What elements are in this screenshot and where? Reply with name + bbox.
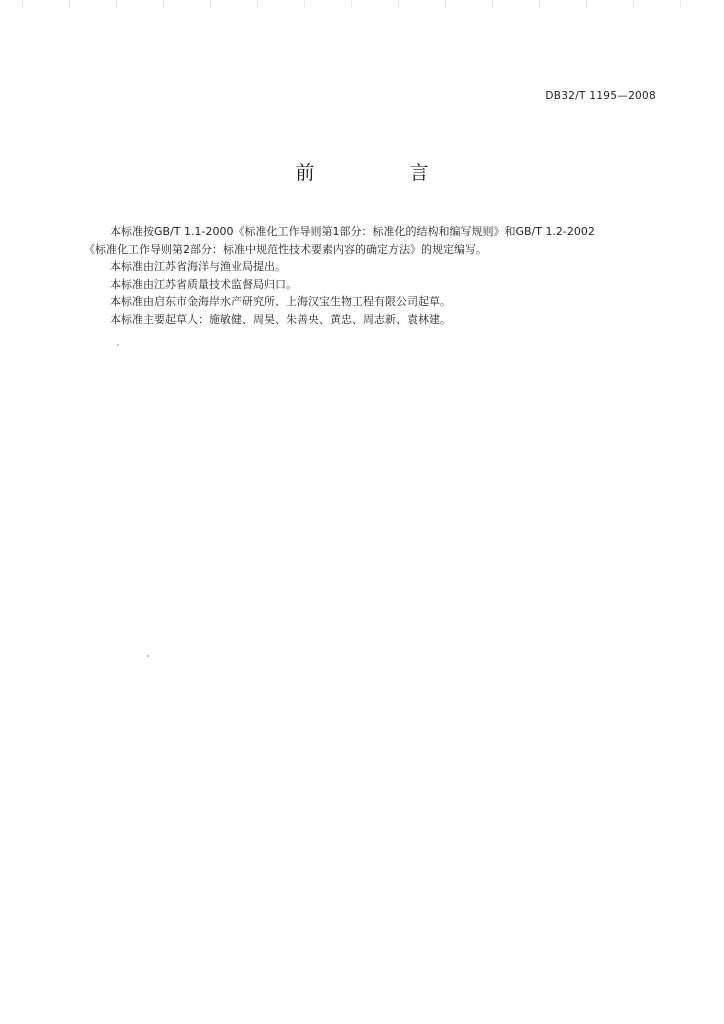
paragraph-line: 本标准按GB/T 1.1-2000《标准化工作导则第1部分：标准化的结构和编写规则》和GB/T 1.2-2002	[110, 225, 595, 238]
page-title: 前 言	[295, 162, 467, 184]
scan-speck	[117, 344, 119, 346]
paragraph-drafters: 本标准主要起草人：施敏健、周昊、朱善央、黄忠、周志新、袁林建。	[110, 312, 451, 326]
scan-speck	[147, 655, 149, 657]
paragraph-proposer: 本标准由江苏省海洋与渔业局提出。	[110, 260, 286, 273]
paragraph-administrator: 本标准由江苏省质量技术监督局归口。	[110, 277, 297, 291]
paragraph-drafting-units: 本标准由启东市金海岸水产研究所、上海汉宝生物工程有限公司起草。	[110, 295, 451, 308]
scan-edge-artifact	[0, 0, 724, 8]
paragraph-drafting-basis	[84, 223, 658, 258]
foreword-body	[84, 223, 658, 328]
standard-code: DB32/T 1195—2008	[545, 90, 656, 102]
paragraph-line: 《标准化工作导则第2部分：标准中规范性技术要素内容的确定方法》的规定编写。	[84, 242, 487, 256]
